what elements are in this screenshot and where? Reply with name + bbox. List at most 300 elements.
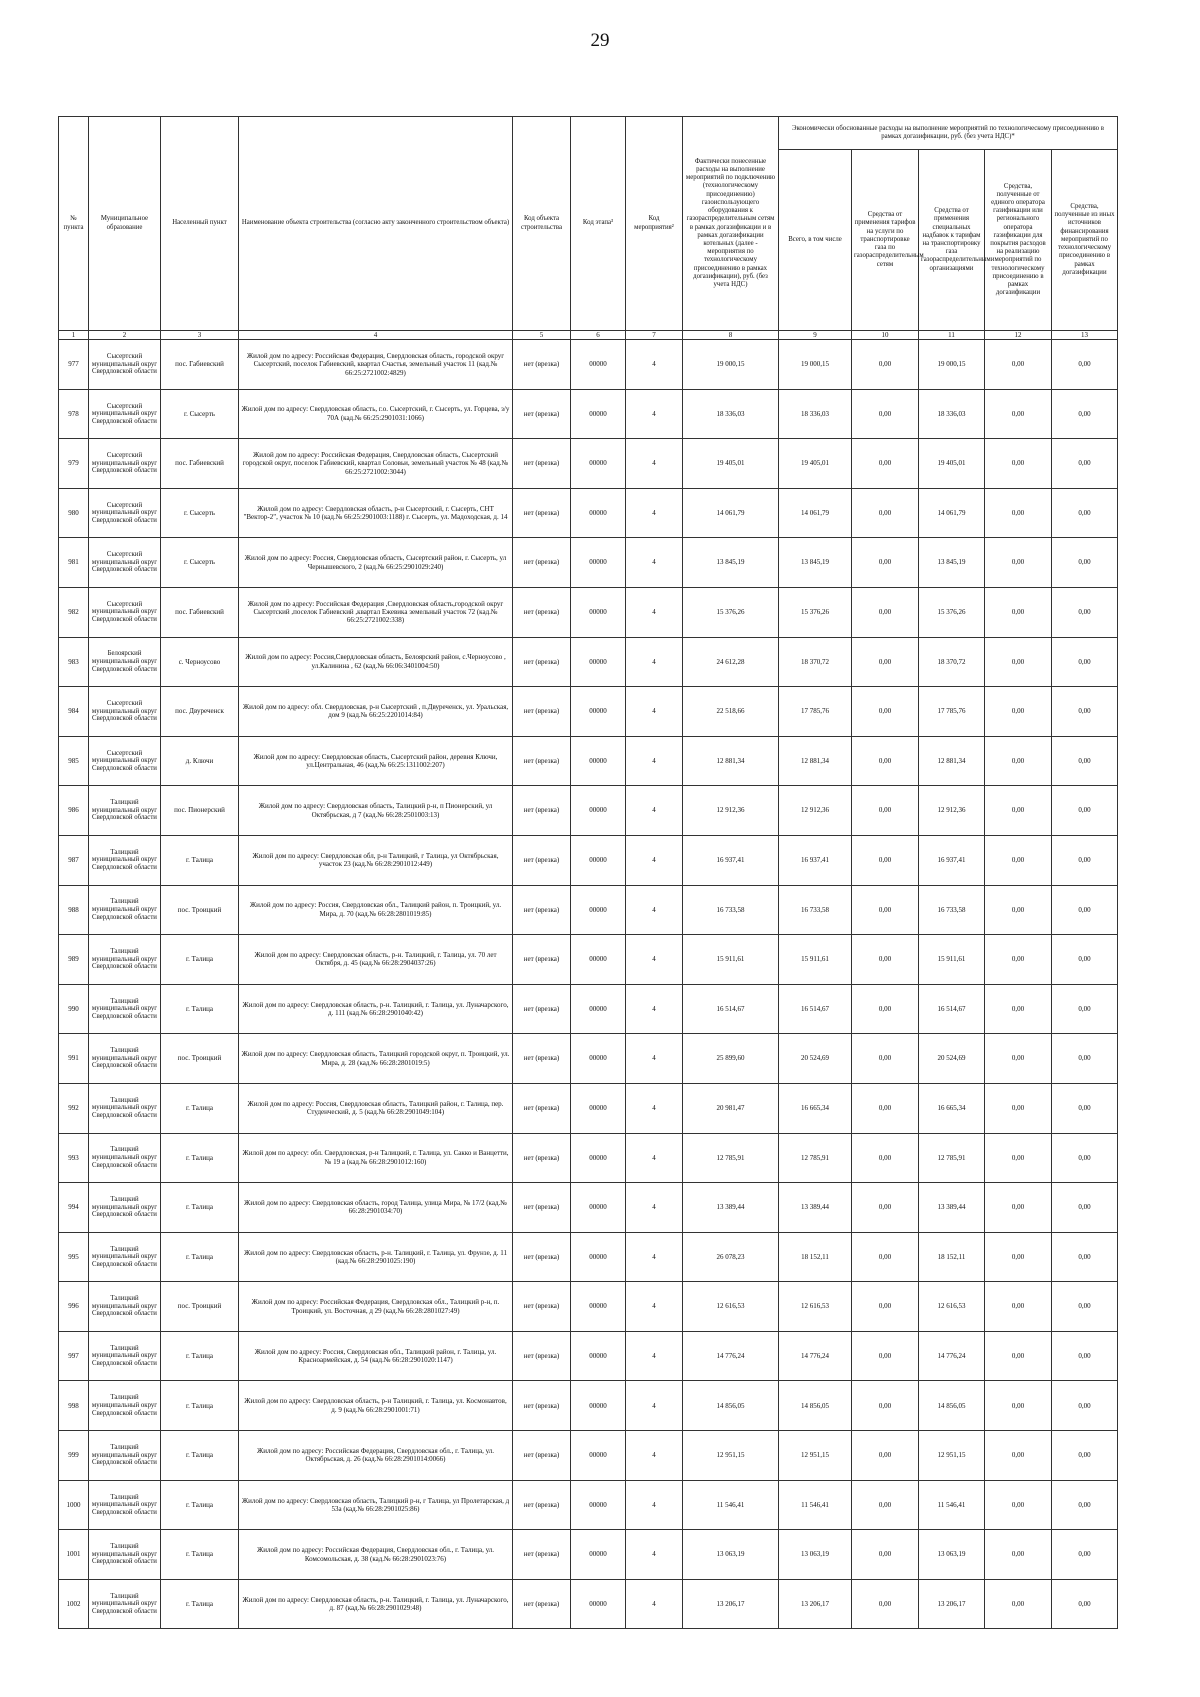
stage-code-cell: 00000 — [571, 1282, 626, 1332]
settlement-cell: г. Талица — [161, 1579, 239, 1629]
table-row — [59, 1480, 1118, 1530]
other-funds-cell: 0,00 — [1052, 885, 1118, 935]
object-code-cell: нет (врезка) — [513, 1034, 571, 1084]
page-number: 29 — [590, 30, 610, 51]
header-operator-funds: Средства, полученные от единого оператора газификации или регионального оператора газификации для покрытия расходов на реализацию мероприятий по технологическому присоединению в рамках догазификации — [985, 150, 1052, 331]
header-actual-costs: Фактически понесенные расходы на выполнение мероприятий по подключению (технологическому присоединению) газоиспользующего оборудования к газораспределительным сетям в рамках догазификации и в рамках догазификации котельных (далее - мероприятия по технологическому присоединению в рамках догазификации), руб. (без учета НДС) — [683, 117, 779, 331]
row-number: 989 — [59, 935, 89, 985]
total-cell: 12 912,36 — [779, 786, 852, 836]
operator-funds-cell: 0,00 — [985, 538, 1052, 588]
table-row — [59, 1331, 1118, 1381]
operator-funds-cell: 0,00 — [985, 1480, 1052, 1530]
municipality-cell: Талицкий муниципальный округ Свердловской области — [89, 935, 161, 985]
tariff-funds-cell: 0,00 — [852, 1183, 919, 1233]
municipality-cell: Сысертский муниципальный округ Свердловской области — [89, 538, 161, 588]
special-surcharge-cell: 16 937,41 — [919, 835, 985, 885]
total-cell: 14 061,79 — [779, 488, 852, 538]
table-row — [59, 835, 1118, 885]
actual-costs-cell: 19 000,15 — [683, 340, 779, 390]
stage-code-cell: 00000 — [571, 340, 626, 390]
actual-costs-cell: 15 376,26 — [683, 587, 779, 637]
activity-code-cell: 4 — [626, 935, 683, 985]
municipality-cell: Сысертский муниципальный округ Свердловской области — [89, 687, 161, 737]
operator-funds-cell: 0,00 — [985, 587, 1052, 637]
row-number: 987 — [59, 835, 89, 885]
activity-code-cell: 4 — [626, 1579, 683, 1629]
tariff-funds-cell: 0,00 — [852, 984, 919, 1034]
object-code-cell: нет (врезка) — [513, 1232, 571, 1282]
actual-costs-cell: 12 881,34 — [683, 736, 779, 786]
settlement-cell: пос. Габиевский — [161, 340, 239, 390]
object-name-cell: Жилой дом по адресу: Российская Федерация, Свердловская обл., г. Талица, ул. Комсомольская, д. 38 (кад.№ 66:28:2901023:76) — [239, 1530, 513, 1580]
header-settlement: Населенный пункт — [161, 117, 239, 331]
other-funds-cell: 0,00 — [1052, 935, 1118, 985]
object-name-cell: Жилой дом по адресу: обл. Свердловская, р-н Талицкий, г. Талица, ул. Сакко и Ванцетти, № 19 а (кад.№ 66:28:2901012:160) — [239, 1133, 513, 1183]
stage-code-cell: 00000 — [571, 786, 626, 836]
actual-costs-cell: 14 776,24 — [683, 1331, 779, 1381]
special-surcharge-cell: 19 000,15 — [919, 340, 985, 390]
operator-funds-cell: 0,00 — [985, 1282, 1052, 1332]
activity-code-cell: 4 — [626, 1282, 683, 1332]
table-row — [59, 1530, 1118, 1580]
settlement-cell: г. Талица — [161, 1431, 239, 1481]
table-row — [59, 885, 1118, 935]
other-funds-cell: 0,00 — [1052, 538, 1118, 588]
activity-code-cell: 4 — [626, 835, 683, 885]
municipality-cell: Сысертский муниципальный округ Свердловской области — [89, 389, 161, 439]
object-name-cell: Жилой дом по адресу: Россия, Свердловская область, Сысертский район, г. Сысерть, ул Чернышевского, 2 (кад.№ 66:25:2901029:240) — [239, 538, 513, 588]
settlement-cell: д. Ключи — [161, 736, 239, 786]
settlement-cell: г. Талица — [161, 1232, 239, 1282]
settlement-cell: г. Талица — [161, 1083, 239, 1133]
stage-code-cell: 00000 — [571, 488, 626, 538]
settlement-cell: пос. Габиевский — [161, 439, 239, 489]
row-number: 988 — [59, 885, 89, 935]
stage-code-cell: 00000 — [571, 1381, 626, 1431]
activity-code-cell: 4 — [626, 637, 683, 687]
activity-code-cell: 4 — [626, 1083, 683, 1133]
object-code-cell: нет (врезка) — [513, 935, 571, 985]
header-activity-code: Код мероприятия² — [626, 117, 683, 331]
actual-costs-cell: 13 845,19 — [683, 538, 779, 588]
municipality-cell: Белоярский муниципальный округ Свердловской области — [89, 637, 161, 687]
municipality-cell: Сысертский муниципальный округ Свердловской области — [89, 439, 161, 489]
row-number: 994 — [59, 1183, 89, 1233]
activity-code-cell: 4 — [626, 340, 683, 390]
actual-costs-cell: 14 061,79 — [683, 488, 779, 538]
total-cell: 16 937,41 — [779, 835, 852, 885]
object-name-cell: Жилой дом по адресу: Россия, Свердловская обл., Талицкий район, п. Троицкий, ул. Мира, д. 70 (кад.№ 66:28:2801019:85) — [239, 885, 513, 935]
table-row — [59, 1579, 1118, 1629]
special-surcharge-cell: 12 912,36 — [919, 786, 985, 836]
activity-code-cell: 4 — [626, 1183, 683, 1233]
object-code-cell: нет (врезка) — [513, 1282, 571, 1332]
table-row — [59, 389, 1118, 439]
stage-code-cell: 00000 — [571, 1083, 626, 1133]
row-number: 997 — [59, 1331, 89, 1381]
actual-costs-cell: 20 981,47 — [683, 1083, 779, 1133]
municipality-cell: Сысертский муниципальный округ Свердловской области — [89, 340, 161, 390]
object-code-cell: нет (врезка) — [513, 538, 571, 588]
municipality-cell: Талицкий муниципальный округ Свердловской области — [89, 786, 161, 836]
special-surcharge-cell: 17 785,76 — [919, 687, 985, 737]
tariff-funds-cell: 0,00 — [852, 538, 919, 588]
actual-costs-cell: 24 612,28 — [683, 637, 779, 687]
row-number: 995 — [59, 1232, 89, 1282]
table-row — [59, 1431, 1118, 1481]
table-row — [59, 1232, 1118, 1282]
municipality-cell: Талицкий муниципальный округ Свердловской области — [89, 1331, 161, 1381]
municipality-cell: Талицкий муниципальный округ Свердловской области — [89, 1431, 161, 1481]
special-surcharge-cell: 18 152,11 — [919, 1232, 985, 1282]
special-surcharge-cell: 13 206,17 — [919, 1579, 985, 1629]
operator-funds-cell: 0,00 — [985, 786, 1052, 836]
row-number: 1002 — [59, 1579, 89, 1629]
tariff-funds-cell: 0,00 — [852, 488, 919, 538]
municipality-cell: Талицкий муниципальный округ Свердловской области — [89, 1034, 161, 1084]
tariff-funds-cell: 0,00 — [852, 340, 919, 390]
activity-code-cell: 4 — [626, 1232, 683, 1282]
activity-code-cell: 4 — [626, 1331, 683, 1381]
activity-code-cell: 4 — [626, 786, 683, 836]
object-code-cell: нет (врезка) — [513, 439, 571, 489]
other-funds-cell: 0,00 — [1052, 637, 1118, 687]
total-cell: 18 336,03 — [779, 389, 852, 439]
actual-costs-cell: 25 899,60 — [683, 1034, 779, 1084]
settlement-cell: г. Талица — [161, 1480, 239, 1530]
row-number: 992 — [59, 1083, 89, 1133]
object-code-cell: нет (врезка) — [513, 984, 571, 1034]
table-row — [59, 439, 1118, 489]
operator-funds-cell: 0,00 — [985, 1183, 1052, 1233]
other-funds-cell: 0,00 — [1052, 1083, 1118, 1133]
settlement-cell: г. Талица — [161, 835, 239, 885]
total-cell: 17 785,76 — [779, 687, 852, 737]
special-surcharge-cell: 13 063,19 — [919, 1530, 985, 1580]
table-row — [59, 488, 1118, 538]
object-name-cell: Жилой дом по адресу: Свердловская область, р-н. Талицкий, г. Талица, ул. Фрунзе, д. 11 (кад.№ 66:28:2901025:190) — [239, 1232, 513, 1282]
row-number: 991 — [59, 1034, 89, 1084]
actual-costs-cell: 18 336,03 — [683, 389, 779, 439]
table-row — [59, 984, 1118, 1034]
column-number: 1 — [59, 331, 89, 340]
column-number: 2 — [89, 331, 161, 340]
object-name-cell: Жилой дом по адресу: обл. Свердловская, р-н Сысертский , п.Двуреченск, ул. Уральская, дом 9 (кад.№ 66:25:2201014:84) — [239, 687, 513, 737]
operator-funds-cell: 0,00 — [985, 1579, 1052, 1629]
operator-funds-cell: 0,00 — [985, 1331, 1052, 1381]
municipality-cell: Талицкий муниципальный округ Свердловской области — [89, 1579, 161, 1629]
object-name-cell: Жилой дом по адресу: Российская Федерация, Свердловская область, городской округ Сысертский, поселок Габиевский, квартал Счастья, земельный участок 11 (кад.№ 66:25:2721002:4829) — [239, 340, 513, 390]
settlement-cell: пос. Габиевский — [161, 587, 239, 637]
operator-funds-cell: 0,00 — [985, 340, 1052, 390]
activity-code-cell: 4 — [626, 1480, 683, 1530]
other-funds-cell: 0,00 — [1052, 835, 1118, 885]
table-row — [59, 1282, 1118, 1332]
activity-code-cell: 4 — [626, 538, 683, 588]
total-cell: 19 000,15 — [779, 340, 852, 390]
object-name-cell: Жилой дом по адресу: Свердловская область, Талицкий р-н, п Пионерский, ул Октябрьская, д 7 (кад.№ 66:28:2501003:13) — [239, 786, 513, 836]
actual-costs-cell: 22 518,66 — [683, 687, 779, 737]
total-cell: 13 845,19 — [779, 538, 852, 588]
activity-code-cell: 4 — [626, 885, 683, 935]
operator-funds-cell: 0,00 — [985, 1232, 1052, 1282]
object-name-cell: Жилой дом по адресу: Свердловская область, Талицкий городской округ, п. Троицкий, ул. Мира, д. 28 (кад.№ 66:28:2801019:5) — [239, 1034, 513, 1084]
row-number: 978 — [59, 389, 89, 439]
special-surcharge-cell: 18 336,03 — [919, 389, 985, 439]
stage-code-cell: 00000 — [571, 538, 626, 588]
row-number: 984 — [59, 687, 89, 737]
object-code-cell: нет (врезка) — [513, 637, 571, 687]
special-surcharge-cell: 19 405,01 — [919, 439, 985, 489]
actual-costs-cell: 16 733,58 — [683, 885, 779, 935]
table-row — [59, 1034, 1118, 1084]
table-row — [59, 1133, 1118, 1183]
total-cell: 19 405,01 — [779, 439, 852, 489]
special-surcharge-cell: 12 616,53 — [919, 1282, 985, 1332]
total-cell: 20 524,69 — [779, 1034, 852, 1084]
operator-funds-cell: 0,00 — [985, 1133, 1052, 1183]
tariff-funds-cell: 0,00 — [852, 935, 919, 985]
settlement-cell: с. Черноусово — [161, 637, 239, 687]
operator-funds-cell: 0,00 — [985, 637, 1052, 687]
object-name-cell: Жилой дом по адресу: Свердловская область, р-н. Талицкий, г. Талица, ул. Луначарского, д. 87 (кад.№ 66:28:2901029:48) — [239, 1579, 513, 1629]
object-code-cell: нет (врезка) — [513, 1530, 571, 1580]
special-surcharge-cell: 16 665,34 — [919, 1083, 985, 1133]
other-funds-cell: 0,00 — [1052, 340, 1118, 390]
tariff-funds-cell: 0,00 — [852, 1381, 919, 1431]
settlement-cell: г. Талица — [161, 984, 239, 1034]
table-header — [59, 117, 1118, 340]
object-name-cell: Жилой дом по адресу: Россия, Свердловская обл., Талицкий район, г. Талица, ул. Красноармейская, д. 54 (кад.№ 66:28:2901020:1147) — [239, 1331, 513, 1381]
stage-code-cell: 00000 — [571, 1331, 626, 1381]
operator-funds-cell: 0,00 — [985, 835, 1052, 885]
municipality-cell: Талицкий муниципальный округ Свердловской области — [89, 1381, 161, 1431]
object-code-cell: нет (врезка) — [513, 340, 571, 390]
settlement-cell: г. Талица — [161, 1381, 239, 1431]
municipality-cell: Талицкий муниципальный округ Свердловской области — [89, 984, 161, 1034]
tariff-funds-cell: 0,00 — [852, 736, 919, 786]
total-cell: 14 776,24 — [779, 1331, 852, 1381]
table-row — [59, 538, 1118, 588]
operator-funds-cell: 0,00 — [985, 439, 1052, 489]
row-number: 996 — [59, 1282, 89, 1332]
settlement-cell: пос. Троицкий — [161, 1034, 239, 1084]
column-number: 8 — [683, 331, 779, 340]
settlement-cell: г. Сысерть — [161, 538, 239, 588]
municipality-cell: Талицкий муниципальный округ Свердловской области — [89, 1530, 161, 1580]
total-cell: 16 733,58 — [779, 885, 852, 935]
column-number: 10 — [852, 331, 919, 340]
object-name-cell: Жилой дом по адресу: Свердловская область, р-н. Талицкий, г. Талица, ул. 70 лет Октября, д. 45 (кад.№ 66:28:2904037:26) — [239, 935, 513, 985]
settlement-cell: пос. Двуреченск — [161, 687, 239, 737]
special-surcharge-cell: 12 951,15 — [919, 1431, 985, 1481]
other-funds-cell: 0,00 — [1052, 587, 1118, 637]
municipality-cell: Талицкий муниципальный округ Свердловской области — [89, 1083, 161, 1133]
row-number: 981 — [59, 538, 89, 588]
operator-funds-cell: 0,00 — [985, 736, 1052, 786]
other-funds-cell: 0,00 — [1052, 736, 1118, 786]
special-surcharge-cell: 14 856,05 — [919, 1381, 985, 1431]
object-name-cell: Жилой дом по адресу: Свердловская область, р-н Талицкий, г. Талица, ул. Космонавтов, д. 9 (кад.№ 66:28:2901001:71) — [239, 1381, 513, 1431]
settlement-cell: пос. Троицкий — [161, 885, 239, 935]
table-row — [59, 637, 1118, 687]
object-code-cell: нет (врезка) — [513, 389, 571, 439]
other-funds-cell: 0,00 — [1052, 1381, 1118, 1431]
header-point-number: № пункта — [59, 117, 89, 331]
total-cell: 15 911,61 — [779, 935, 852, 985]
row-number: 993 — [59, 1133, 89, 1183]
header-other-funds: Средства, полученные из иных источников финансирования мероприятий по технологическому присоединению в рамках догазификации — [1052, 150, 1118, 331]
actual-costs-cell: 11 546,41 — [683, 1480, 779, 1530]
special-surcharge-cell: 15 376,26 — [919, 587, 985, 637]
object-name-cell: Жилой дом по адресу: Российская Федерация, Свердловская область, Сысертский городской округ, поселок Габиевский, квартал Соловьи, земельный участок № 48 (кад.№ 66:25:2721002:3044) — [239, 439, 513, 489]
special-surcharge-cell: 14 776,24 — [919, 1331, 985, 1381]
object-name-cell: Жилой дом по адресу: Свердловская область, г.о. Сысертский, г. Сысерть, ул. Горцева, з/у 70А (кад.№ 66:25:2901031:1066) — [239, 389, 513, 439]
header-object-name: Наименование объекта строительства (согласно акту законченного строительством объекта) — [239, 117, 513, 331]
actual-costs-cell: 16 514,67 — [683, 984, 779, 1034]
other-funds-cell: 0,00 — [1052, 1431, 1118, 1481]
activity-code-cell: 4 — [626, 1034, 683, 1084]
row-number: 982 — [59, 587, 89, 637]
row-number: 990 — [59, 984, 89, 1034]
column-number: 4 — [239, 331, 513, 340]
stage-code-cell: 00000 — [571, 935, 626, 985]
special-surcharge-cell: 16 514,67 — [919, 984, 985, 1034]
header-justified-costs-group: Экономически обоснованные расходы на выполнение мероприятий по технологическому присоединению в рамках догазификации, руб. (без учета НДС)* — [779, 117, 1118, 150]
tariff-funds-cell: 0,00 — [852, 1431, 919, 1481]
stage-code-cell: 00000 — [571, 439, 626, 489]
total-cell: 12 616,53 — [779, 1282, 852, 1332]
operator-funds-cell: 0,00 — [985, 935, 1052, 985]
total-cell: 18 370,72 — [779, 637, 852, 687]
other-funds-cell: 0,00 — [1052, 1133, 1118, 1183]
special-surcharge-cell: 18 370,72 — [919, 637, 985, 687]
stage-code-cell: 00000 — [571, 1133, 626, 1183]
column-number: 9 — [779, 331, 852, 340]
other-funds-cell: 0,00 — [1052, 1034, 1118, 1084]
stage-code-cell: 00000 — [571, 1530, 626, 1580]
header-tariff-funds: Средства от применения тарифов на услуги по транспортировке газа по газораспределительным сетям — [852, 150, 919, 331]
tariff-funds-cell: 0,00 — [852, 1282, 919, 1332]
actual-costs-cell: 16 937,41 — [683, 835, 779, 885]
table-row — [59, 1083, 1118, 1133]
operator-funds-cell: 0,00 — [985, 1431, 1052, 1481]
stage-code-cell: 00000 — [571, 835, 626, 885]
operator-funds-cell: 0,00 — [985, 1034, 1052, 1084]
row-number: 999 — [59, 1431, 89, 1481]
row-number: 986 — [59, 786, 89, 836]
settlement-cell: г. Талица — [161, 1183, 239, 1233]
table-body — [59, 340, 1118, 1629]
column-number: 6 — [571, 331, 626, 340]
stage-code-cell: 00000 — [571, 1579, 626, 1629]
column-number: 13 — [1052, 331, 1118, 340]
column-number: 7 — [626, 331, 683, 340]
tariff-funds-cell: 0,00 — [852, 587, 919, 637]
special-surcharge-cell: 12 785,91 — [919, 1133, 985, 1183]
stage-code-cell: 00000 — [571, 587, 626, 637]
object-code-cell: нет (врезка) — [513, 1381, 571, 1431]
object-code-cell: нет (врезка) — [513, 786, 571, 836]
table-row — [59, 786, 1118, 836]
settlement-cell: г. Талица — [161, 935, 239, 985]
object-code-cell: нет (врезка) — [513, 885, 571, 935]
total-cell: 12 785,91 — [779, 1133, 852, 1183]
stage-code-cell: 00000 — [571, 389, 626, 439]
operator-funds-cell: 0,00 — [985, 1530, 1052, 1580]
total-cell: 18 152,11 — [779, 1232, 852, 1282]
table-row — [59, 340, 1118, 390]
stage-code-cell: 00000 — [571, 637, 626, 687]
other-funds-cell: 0,00 — [1052, 1579, 1118, 1629]
operator-funds-cell: 0,00 — [985, 1083, 1052, 1133]
total-cell: 16 514,67 — [779, 984, 852, 1034]
header-special-surcharge-funds: Средства от применения специальных надбавок к тарифам на транспортировку газа газораспределительными организациями — [919, 150, 985, 331]
total-cell: 13 206,17 — [779, 1579, 852, 1629]
actual-costs-cell: 14 856,05 — [683, 1381, 779, 1431]
activity-code-cell: 4 — [626, 587, 683, 637]
operator-funds-cell: 0,00 — [985, 885, 1052, 935]
tariff-funds-cell: 0,00 — [852, 439, 919, 489]
stage-code-cell: 00000 — [571, 984, 626, 1034]
actual-costs-cell: 13 206,17 — [683, 1579, 779, 1629]
column-number-row — [59, 331, 1118, 340]
column-number: 12 — [985, 331, 1052, 340]
header-stage-code: Код этапа³ — [571, 117, 626, 331]
other-funds-cell: 0,00 — [1052, 488, 1118, 538]
activity-code-cell: 4 — [626, 1431, 683, 1481]
municipality-cell: Талицкий муниципальный округ Свердловской области — [89, 1133, 161, 1183]
special-surcharge-cell: 16 733,58 — [919, 885, 985, 935]
object-code-cell: нет (врезка) — [513, 1133, 571, 1183]
actual-costs-cell: 13 063,19 — [683, 1530, 779, 1580]
row-number: 980 — [59, 488, 89, 538]
municipality-cell: Талицкий муниципальный округ Свердловской области — [89, 1232, 161, 1282]
activity-code-cell: 4 — [626, 389, 683, 439]
tariff-funds-cell: 0,00 — [852, 885, 919, 935]
row-number: 977 — [59, 340, 89, 390]
other-funds-cell: 0,00 — [1052, 439, 1118, 489]
stage-code-cell: 00000 — [571, 1034, 626, 1084]
object-code-cell: нет (врезка) — [513, 687, 571, 737]
settlement-cell: г. Сысерть — [161, 488, 239, 538]
tariff-funds-cell: 0,00 — [852, 786, 919, 836]
object-code-cell: нет (врезка) — [513, 736, 571, 786]
settlement-cell: г. Талица — [161, 1133, 239, 1183]
special-surcharge-cell: 12 881,34 — [919, 736, 985, 786]
other-funds-cell: 0,00 — [1052, 1183, 1118, 1233]
object-name-cell: Жилой дом по адресу: Свердловская область, Талицкий р-н, г Талица, ул Пролетарская, д 53а (кад.№ 66:28:2901025:86) — [239, 1480, 513, 1530]
other-funds-cell: 0,00 — [1052, 1480, 1118, 1530]
tariff-funds-cell: 0,00 — [852, 1083, 919, 1133]
settlement-cell: г. Талица — [161, 1530, 239, 1580]
object-name-cell: Жилой дом по адресу: Российская Федерация, Свердловская обл., Талицкий р-н, п. Троицкий, ул. Восточная, д 29 (кад.№ 66:28:2801027:49) — [239, 1282, 513, 1332]
table-row — [59, 736, 1118, 786]
tariff-funds-cell: 0,00 — [852, 1034, 919, 1084]
activity-code-cell: 4 — [626, 984, 683, 1034]
municipality-cell: Талицкий муниципальный округ Свердловской области — [89, 1183, 161, 1233]
object-name-cell: Жилой дом по адресу: Свердловская область, р-н. Талицкий, г. Талица, ул. Луначарского, д. 111 (кад.№ 66:28:2901040:42) — [239, 984, 513, 1034]
other-funds-cell: 0,00 — [1052, 389, 1118, 439]
special-surcharge-cell: 20 524,69 — [919, 1034, 985, 1084]
actual-costs-cell: 13 389,44 — [683, 1183, 779, 1233]
total-cell: 11 546,41 — [779, 1480, 852, 1530]
actual-costs-cell: 12 951,15 — [683, 1431, 779, 1481]
tariff-funds-cell: 0,00 — [852, 1530, 919, 1580]
column-number: 11 — [919, 331, 985, 340]
tariff-funds-cell: 0,00 — [852, 1480, 919, 1530]
special-surcharge-cell: 15 911,61 — [919, 935, 985, 985]
